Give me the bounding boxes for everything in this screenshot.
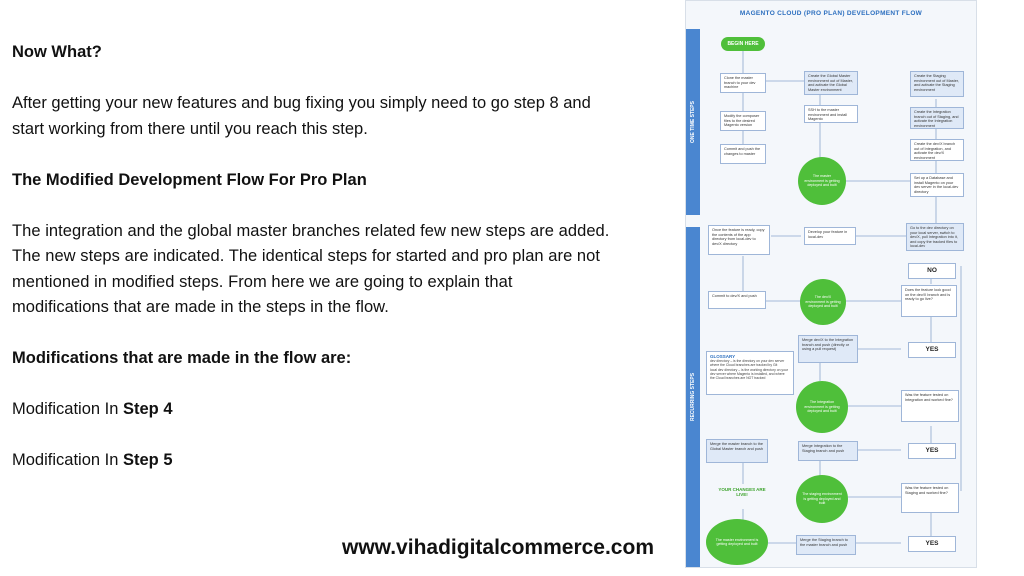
circle-text: The master environment is getting deployed and built	[804, 174, 840, 188]
flow-step-text: Create the dev/X branch out of Integration, and activate the dev/X environment	[914, 142, 956, 160]
flow-step-11	[708, 291, 766, 309]
flow-step-text: Develop your feature in local-dev	[808, 230, 848, 239]
staging-deploy-circle	[796, 475, 848, 523]
integration-deploy-circle	[796, 381, 848, 433]
flow-step-text: SSH to the master environment and install Magento	[808, 108, 848, 122]
flow-step-5	[910, 71, 964, 97]
phase-label: ONE TIME STEPS	[690, 101, 696, 143]
flow-step-6	[910, 139, 964, 161]
glossary-title: GLOSSARY	[710, 354, 736, 359]
flowchart-title: MAGENTO CLOUD (PRO PLAN) DEVELOPMENT FLOW	[739, 10, 923, 17]
heading-modifications: Modifications that are made in the flow are:	[12, 349, 352, 367]
begin-here-badge: BEGIN HERE	[721, 37, 765, 51]
flow-step-text: Clone the master branch to your dev machine	[724, 76, 756, 90]
flow-step-18	[706, 439, 768, 463]
answer-no: NO	[908, 263, 956, 279]
flow-step-text: Commit and push the changes to master	[724, 147, 761, 156]
flow-step-text: Go to the dev directory on your local server, switch to dev/X, pull Integration into it, and copy the tracked files to local-dev	[910, 226, 958, 249]
devx-deploy-circle	[800, 279, 846, 325]
flow-step-text: Create the Staging environment out of Master, and activate the Staging environment	[914, 74, 959, 92]
modification-step-5	[12, 448, 612, 474]
circle-text: The staging environment is getting deployed and built	[802, 492, 842, 506]
flow-step-text: Merge Integration to the Staging branch and push	[802, 444, 845, 453]
answer-yes-2: YES	[908, 443, 956, 459]
phase-bar-recurring	[686, 227, 700, 567]
modification-step: Step 5	[122, 451, 173, 469]
glossary-dev-directory: dev directory – is the directory on your dev server where the Cloud branches are tracked by Git	[710, 359, 785, 368]
flow-step-17	[796, 535, 856, 555]
flow-step-1	[720, 73, 766, 93]
heading-now-what: Now What?	[12, 43, 102, 61]
phase-bar-one-time	[686, 29, 700, 215]
website-url: www.vihadigitalcommerce.com	[342, 536, 654, 559]
master-deploy-circle-final	[706, 519, 768, 565]
flow-step-text: Merge the master branch to the Global Master branch and push	[710, 442, 763, 451]
flow-step-12	[901, 285, 957, 317]
circle-text: The dev/X environment is getting deployed and built	[805, 295, 841, 309]
flow-step-15	[798, 441, 858, 461]
heading-modified-flow: The Modified Development Flow For Pro Plan	[12, 170, 367, 189]
flow-step-text: Was the feature tested on Integration and worked fine?	[905, 393, 953, 402]
flow-step-text: Was the feature tested on Staging and worked fine?	[905, 486, 949, 495]
flow-step-text: Once the feature is ready, copy the contents of the app directory from local-dev to dev/X directory	[712, 228, 765, 246]
flow-step-4	[804, 71, 858, 95]
master-deploy-circle	[798, 157, 846, 205]
paragraph-steps: After getting your new features and bug fixing you simply need to go step 8 and start working from there until you reach this step.	[12, 94, 591, 138]
flow-step-16	[901, 483, 959, 513]
paragraph-description: The integration and the global master branches related few new steps are added. The new steps are indicated. The identical steps for started and pro plan are not mentioned in modified steps. From here we are going to explain that modifications that are made in the steps in the flow.	[12, 221, 610, 316]
flow-step-5b	[910, 107, 964, 129]
modification-step-4	[12, 397, 612, 423]
flow-step-2	[720, 111, 766, 131]
flow-step-10	[708, 225, 770, 255]
modification-label: Modification In	[12, 451, 123, 469]
answer-yes-1: YES	[908, 342, 956, 358]
flowchart-image	[685, 0, 977, 568]
flow-step-13	[798, 335, 858, 363]
answer-yes-3: YES	[908, 536, 956, 552]
modification-label: Modification In	[12, 400, 123, 418]
flow-step-text: Does the feature look good on the dev/X branch and is ready to go live?	[905, 288, 951, 302]
flow-step-8	[906, 223, 964, 251]
changes-live-label: YOUR CHANGES ARE LIVE!	[718, 487, 766, 497]
modification-step: Step 4	[122, 400, 173, 418]
flow-step-text: Merge dev/X to the Integration branch and push (directly or using a pull request)	[802, 338, 854, 352]
flow-step-text: Create the Global Master environment out of Master, and activate the Global Master environment	[808, 74, 853, 92]
flow-step-text: Modify the composer files to the desired Magento version	[724, 114, 760, 128]
flow-step-3	[720, 144, 766, 164]
circle-text: The master environment is getting deployed and built	[715, 537, 759, 546]
flow-step-7	[910, 173, 964, 197]
flow-step-9	[804, 227, 856, 245]
flow-step-text: Commit to dev/X and push	[712, 294, 757, 298]
text-column	[12, 40, 612, 499]
flow-step-text: Merge the Staging branch to the master branch and push	[800, 538, 848, 547]
circle-text: The Integration environment is getting deployed and built	[804, 400, 840, 414]
flow-step-4b	[804, 105, 858, 123]
glossary-box	[706, 351, 794, 395]
flow-step-text: Set up a Database and install Magento on your dev server in the local-dev directory	[914, 176, 959, 194]
phase-label: RECURRING STEPS	[690, 372, 696, 422]
flow-step-text: Create the Integration branch out of Staging, and activate the Integration environment	[914, 110, 959, 128]
glossary-local-dev: local dev directory – is the working directory on your dev server where Magento is installed, and where the Cloud branches are NOT tracked	[710, 367, 789, 381]
flow-step-14	[901, 390, 959, 422]
